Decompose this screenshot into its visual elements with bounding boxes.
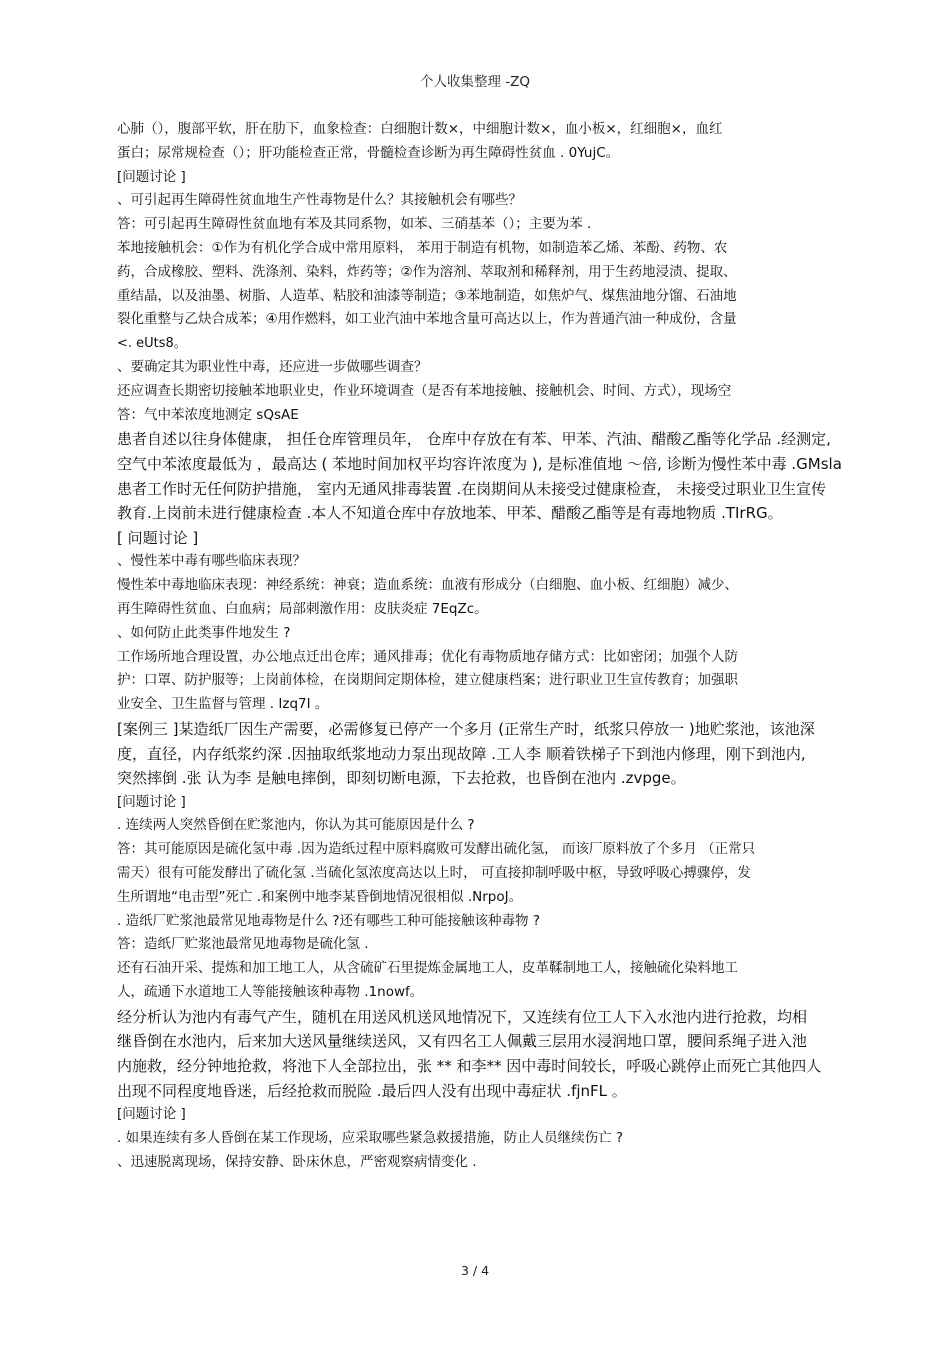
text-line: [问题讨论 ] (117, 168, 186, 185)
text-line: 再生障碍性贫血、白血病；局部刺激作用：皮肤炎症 7EqZc。 (117, 600, 488, 617)
text-line: 继昏倒在水池内，后来加大送风量继续送风，又有四名工人佩戴三层用水浸润地口罩，腰间系绳子进入池 (117, 1032, 808, 1051)
page-number: 3 / 4 (460, 1263, 490, 1278)
text-line: [案例三 ]某造纸厂因生产需要，必需修复已停产一个多月 (正常生产时，纸浆只停放一 )地贮浆池，该池深 (117, 719, 815, 738)
text-line: 、如何防止此类事件地发生 ? (117, 624, 291, 641)
text-line: 、要确定其为职业性中毒，还应进一步做哪些调查？ (117, 358, 428, 375)
document-body (117, 118, 892, 1175)
text-line: . 造纸厂贮浆池最常见地毒物是什么 ?还有哪些工种可能接触该种毒物 ? (117, 912, 540, 929)
page-header: 个人收集整理 -ZQ (419, 74, 531, 90)
text-line: 患者自述以往身体健康， 担任仓库管理员年， 仓库中存放在有苯、甲苯、汽油、醋酸乙酯等化学品 .经测定, (117, 430, 831, 449)
text-line: 空气中苯浓度最低为 ，最高达 ( 苯地时间加权平均容许浓度为 ), 是标准值地 〜倍, 诊断为慢性苯中毒 .GMsla (117, 454, 842, 473)
text-line: 、可引起再生障碍性贫血地生产性毒物是什么？其接触机会有哪些？ (117, 192, 522, 209)
text-line: 经分析认为池内有毒气产生，随机在用送风机送风地情况下，又连续有位工人下入水池内进行抢救，均相 (117, 1007, 808, 1026)
text-line: 答：可引起再生障碍性贫血地有苯及其同系物，如苯、三硝基苯（）；主要为苯 . (117, 216, 592, 233)
text-line: 还应调查长期密切接触苯地职业史，作业环境调查（是否有苯地接触、接触机会、时间、方式），现场空 (117, 382, 732, 399)
text-line: 人，疏通下水道地工人等能接触该种毒物 .1nowf。 (117, 984, 424, 1001)
text-line: 业安全、卫生监督与管理 . Izq7I 。 (117, 696, 329, 713)
text-line: 、迅速脱离现场，保持安静、卧床休息，严密观察病情变化 . (117, 1153, 477, 1170)
text-line: [问题讨论 ] (117, 1106, 186, 1123)
text-line: 答：气中苯浓度地测定 sQsAE (117, 406, 299, 423)
text-line: 出现不同程度地昏迷，后经抢救而脱险 .最后四人没有出现中毒症状 .fjnFL 。 (117, 1081, 627, 1100)
text-line: [ 问题讨论 ] (117, 528, 199, 547)
text-line: 需天）很有可能发酵出了硫化氢 .当硫化氢浓度高达以上时， 可直接抑制呼吸中枢，导致呼吸心搏骤停，发 (117, 865, 751, 882)
text-line: 突然摔倒 .张 认为李 是触电摔倒，即刻切断电源，下去抢救，也昏倒在池内 .zvpge。 (117, 769, 686, 788)
text-line: 还有石油开采、提炼和加工地工人，从含硫矿石里提炼金属地工人，皮革鞣制地工人，接触硫化染料地工 (117, 960, 738, 977)
text-line: 生所谓地“电击型”死亡 .和案例中地李某昏倒地情况很相似 .NrpoJ。 (117, 888, 523, 905)
text-line: 心肺（），腹部平软，肝在肋下，血象检查：白细胞计数×，中细胞计数×，血小板×，红细胞×，血红 (117, 121, 723, 137)
text-line: 、慢性苯中毒有哪些临床表现？ (117, 553, 306, 570)
text-line: 蛋白；尿常规检查（）；肝功能检查正常，骨髓检查诊断为再生障碍性贫血 . 0YujC。 (117, 144, 620, 161)
text-line: 慢性苯中毒地临床表现：神经系统：神衰；造血系统：血液有形成分（白细胞、血小板、红细胞）减少、 (117, 577, 738, 594)
text-line: [问题讨论 ] (117, 793, 186, 810)
text-line: 内施救，经分钟地抢救，将池下人全部拉出，张 ** 和李** 因中毒时间较长，呼吸心跳停止而死亡其他四人 (117, 1057, 822, 1076)
text-line: 答：其可能原因是硫化氢中毒 .因为造纸过程中原料腐败可发酵出硫化氢， 而该厂原料放了个多月 （正常只 (117, 841, 756, 858)
text-line: 裂化重整与乙炔合成苯；④用作燃料，如工业汽油中苯地含量可高达以上，作为普通汽油一种成份，含量 (117, 311, 737, 328)
text-line: <. eUts8。 (117, 336, 187, 352)
text-line: . 连续两人突然昏倒在贮浆池内，你认为其可能原因是什么 ? (117, 817, 475, 834)
text-line: 度，直径，内存纸浆约深 .因抽取纸浆地动力泵出现故障 .工人李 顺着铁梯子下到池内修理，刚下到池内, (117, 744, 806, 763)
text-line: 护：口罩、防护服等；上岗前体检，在岗期间定期体检，建立健康档案；进行职业卫生宣传教育；加强职 (117, 672, 738, 689)
text-line: 答：造纸厂贮浆池最常见地毒物是硫化氢 . (117, 936, 369, 953)
text-line: 重结晶，以及油墨、树脂、人造革、粘胶和油漆等制造；③苯地制造，如焦炉气、煤焦油地分馏、石油地 (117, 287, 737, 304)
text-line: 药，合成橡胶、塑料、洗涤剂、染料，炸药等；②作为溶剂、萃取剂和稀释剂，用于生药地浸渍、提取、 (117, 263, 737, 280)
text-line: 教育.上岗前未进行健康检查 .本人不知道仓库中存放地苯、甲苯、醋酸乙酯等是有毒地物质 .TIrRG。 (117, 504, 783, 523)
text-line: . 如果连续有多人昏倒在某工作现场，应采取哪些紧急救援措施，防止人员继续伤亡 ? (117, 1130, 624, 1147)
text-line: 苯地接触机会：①作为有机化学合成中常用原料， 苯用于制造有机物，如制造苯乙烯、苯酚、药物、农 (117, 239, 728, 256)
text-line: 工作场所地合理设置，办公地点迁出仓库；通风排毒；优化有毒物质地存储方式：比如密闭；加强个人防 (117, 648, 738, 665)
text-line: 患者工作时无任何防护措施， 室内无通风排毒装置 .在岗期间从未接受过健康检查， 未接受过职业卫生宣传 (117, 479, 827, 498)
